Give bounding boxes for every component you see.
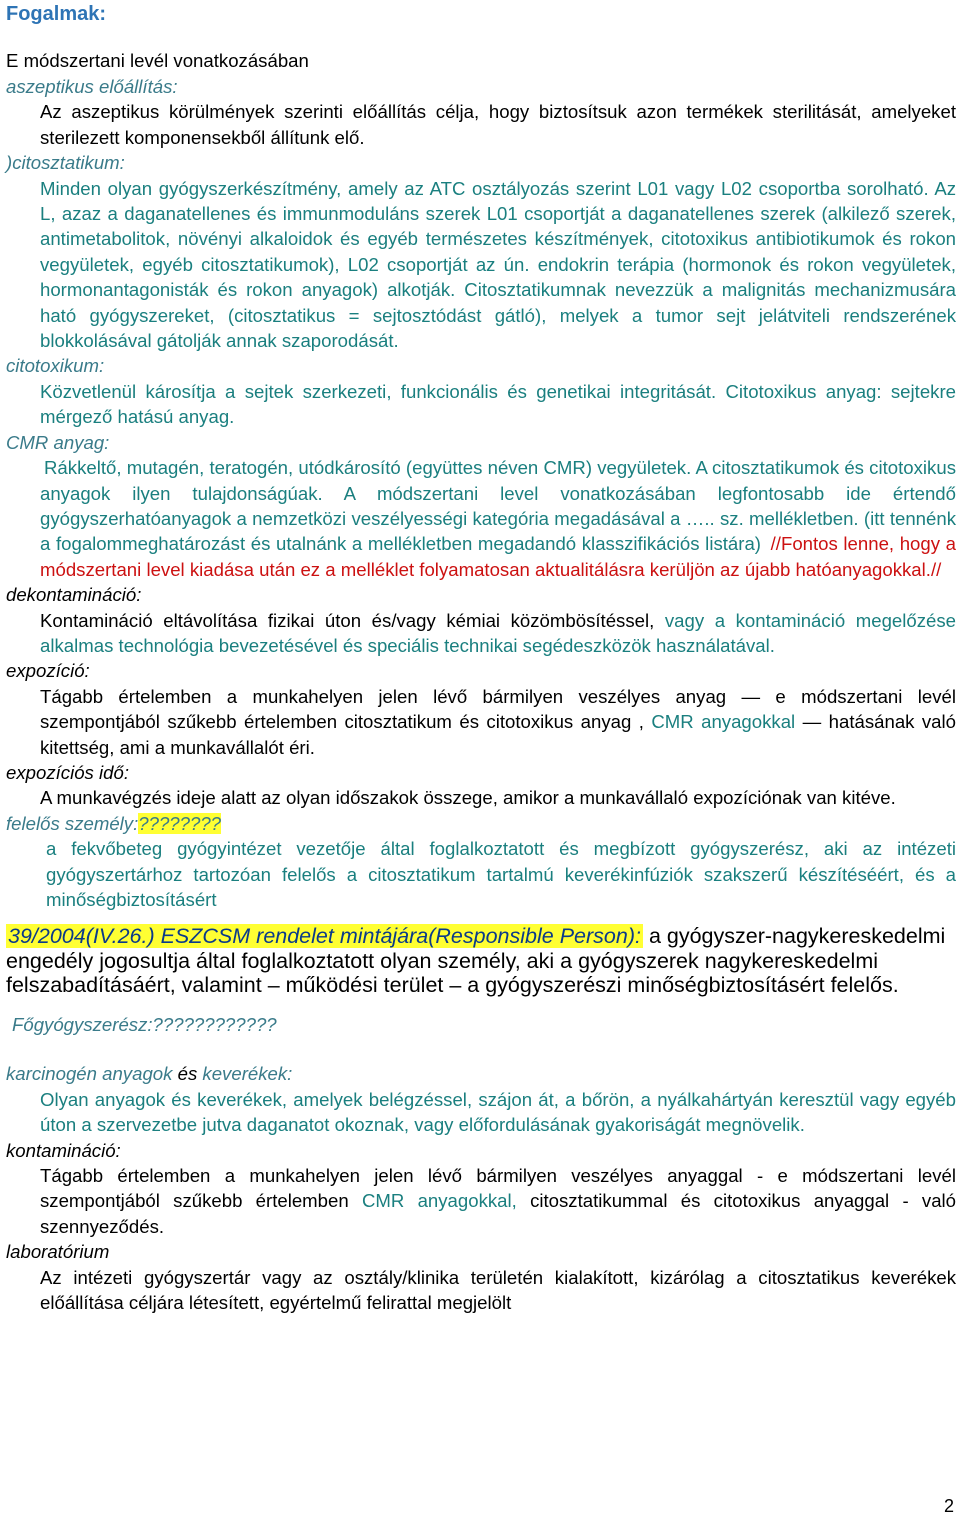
term-aseptic: aszeptikus előállítás: (6, 76, 178, 97)
question-marks-highlight: ???????? (138, 812, 222, 834)
def-contamination-a: Tágabb értelemben a munkahelyen jelen lévő bármilyen veszélyes anyaggal - e módszertani levél szempontjából szűkebb értelemben (40, 1164, 956, 1212)
term-carcinogen-c: keverékek: (202, 1063, 293, 1085)
def-contamination-c: citosztatikummal és citotoxikus anyaggal - való szennyeződés. (40, 1190, 957, 1237)
def-decontamination (40, 608, 956, 659)
intro-line: E módszertani levél vonatkozásában (6, 50, 309, 71)
def-decontamination-a: Kontamináció eltávolítása fizikai úton és/vagy kémiai közömbösítéssel, (40, 609, 655, 631)
def-cytostatic-a: Minden olyan gyógyszerkészítmény, amely az ATC osztályozás szerint L01 vagy L02 csoportba sorolható. (40, 177, 929, 199)
term-cmr: CMR anyag: (6, 431, 110, 453)
def-contamination (40, 1163, 956, 1239)
page-number: 2 (943, 1495, 954, 1516)
def-cytotoxic-b: Citotoxikus anyag: sejtekre mérgező hatású anyag. (40, 380, 956, 428)
def-aseptic: Az aszeptikus körülmények szerinti előállítás célja, hogy biztosítsuk azon termékek sterilitását, amelyeket sterilezett komponensekből állítunk elő. (40, 101, 956, 148)
page-heading: Fogalmak: (6, 3, 107, 25)
def-cmr-a: Rákkeltő, mutagén, teratogén, utódkárosító (együttes néven CMR) vegyületek. A citosztatikumok és citotoxikus anyagok ilyen tulajdonságúak. A módszertani level vonatkozásában legfontosabb ide értendő gyógyszerhatóanyagok a nemzetközi veszélyességi kategória megadásával a ….. sz. mellékletben. (itt tennénk a fogalommeghatározást és utalnánk a mellékletben megadandó klasszifikációs listára) (40, 457, 956, 555)
term-carcinogen (6, 1061, 956, 1086)
def-cmr (40, 455, 956, 582)
def-cmr-note: //Fontos lenne, hogy a módszertani level kiadása után ez a melléklet folyamatosan aktualitálásra kerüljön az újabb hatóanyagokkal.// (40, 533, 957, 580)
term-laboratory: laboratórium (6, 1241, 110, 1263)
term-responsible (6, 811, 956, 836)
term-exposure-time: expozíciós idő: (6, 761, 129, 783)
law-reference: 39/2004(IV.26.) ESZCSM rendelet mintájára(Responsible Person): (8, 924, 641, 949)
term-decontamination: dekontamináció: (6, 584, 142, 606)
term-head-pharmacist: Főgyógyszerész:???????????? (12, 1013, 277, 1035)
spacer (6, 1037, 956, 1061)
def-decontamination-b: vagy a kontamináció megelőzése alkalmas technológia bevezetésével és speciális technikai segédeszközök használatával. (40, 609, 956, 656)
term-carcinogen-b: és (177, 1063, 198, 1085)
term-contamination: kontamináció: (6, 1139, 121, 1161)
def-cytotoxic (40, 379, 956, 430)
term-responsible-label: felelős személy: (6, 812, 139, 834)
def-cytostatic (40, 176, 956, 354)
def-contamination-b: CMR anyagokkal, (361, 1190, 517, 1212)
term-cytostatic: )citosztatikum: (6, 152, 125, 174)
definitions-list (6, 74, 956, 1315)
term-carcinogen-a: karcinogén anyagok (6, 1063, 173, 1085)
def-exposure (40, 684, 956, 760)
def-exposure-c: — hatásának való kitettség, ami a munkavállalót éri. (40, 711, 956, 758)
def-laboratory: Az intézeti gyógyszertár vagy az osztály/klinika területén kialakított, kizárólag a citosztatikus keverékek előállítása céljára létesített, egyértelmű felirattal megjelölt (40, 1266, 956, 1313)
law-text: a gyógyszer-nagykereskedelmi engedély jogosultja által foglalkoztatott olyan személy, aki a gyógyszerek nagykereskedelmi felszabadításáért, valamint – működési terület – a gyógyszerészi minőségbiztosításért felelős. (6, 924, 946, 998)
def-responsible: a fekvőbeteg gyógyintézet vezetője által foglalkoztatott és megbízott gyógyszerész, aki az intézeti gyógyszertárhoz tartozóan felelős a citosztatikum tartalmú keverékinfúziók szakszerű készítéséért, és a minőségbiztosításért (46, 838, 956, 910)
def-exposure-b: CMR anyagokkal (651, 711, 796, 733)
def-cytostatic-b: Az L, azaz a daganatellenes és immunmoduláns szerek L01 csoportját a daganatellenes szerek (alkilező szerek, antimetabolitok, növényi alkaloidok és egyéb természetes készítmények, citotoxikus antibiotikumok és rokon vegyületek, egyéb citosztatikumok), L02 csoportját az ún. endokrin terápia (hormonok és rokon vegyületek, hormonantagonisták és rokon anyagok) alkotják. Citosztatikumnak nevezzük a malignitás mechanizmusára ható gyógyszereket, (citosztatikus = sejtosztódást gátló), melyek a tumor sejt jelátviteli rendszerének blokkolásával gátolják annak szaporodását. (40, 177, 957, 352)
term-exposure: expozíció: (6, 660, 90, 682)
def-exposure-time: A munkavégzés ideje alatt az olyan időszakok összege, amikor a munkavállaló expozíciónak van kitéve. (40, 787, 896, 809)
def-cytotoxic-a: Közvetlenül károsítja a sejtek szerkezeti, funkcionális és genetikai integritását. (40, 380, 717, 402)
def-exposure-a: Tágabb értelemben a munkahelyen jelen lévő bármilyen veszélyes anyag — e módszertani levél szempontjából szűkebb értelemben citosztatikum és citotoxikus anyag , (40, 685, 956, 733)
term-cytotoxic: citotoxikum: (6, 355, 105, 377)
def-carcinogen: Olyan anyagok és keverékek, amelyek belégzéssel, szájon át, a bőrön, a nyálkahártyán keresztül vagy egyéb úton a szervezetbe jutva daganatot okoznak, vagy előfordulásának gyakoriságát megnövelik. (40, 1088, 956, 1136)
law-reference-paragraph (6, 924, 956, 998)
